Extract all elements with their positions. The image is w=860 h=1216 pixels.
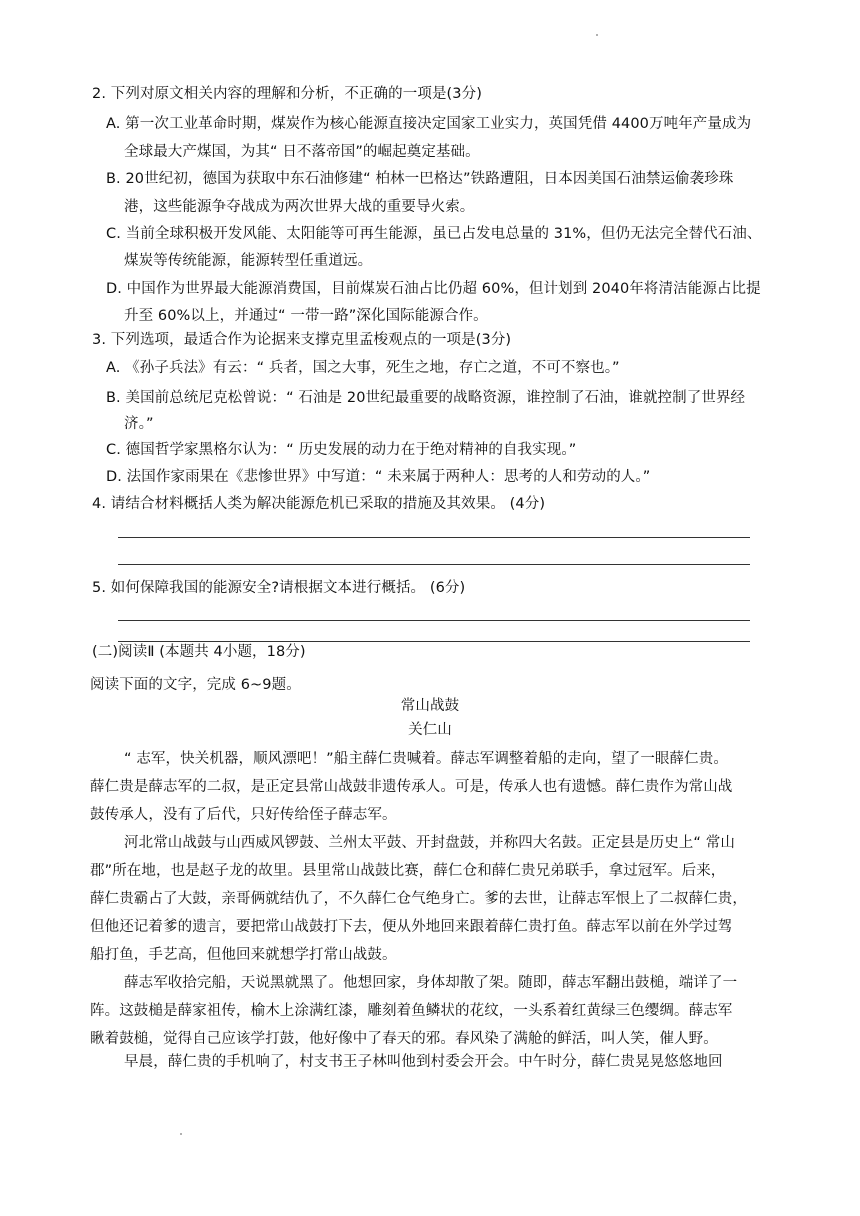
question-3-stem: 3. 下列选项，最适合作为论据来支撑克里孟梭观点的一项是(3分): [92, 332, 512, 348]
question-3-option-c: C. 德国哲学家黑格尔认为：“ 历史发展的动力在于绝对精神的自我实现。”: [106, 442, 577, 458]
paragraph-2-line: 船打鱼，手艺高，但他回来就想学打常山战鼓。: [90, 947, 397, 963]
paragraph-2-line: 但他还记着爹的遗言，要把常山战鼓打下去，便从外地回来跟着薛仁贵打鱼。薛志军以前在外学过驾: [90, 919, 733, 935]
section-heading: (二)阅读Ⅱ (本题共 4小题，18分): [92, 644, 306, 660]
question-2-option-c-cont: 煤炭等传统能源，能源转型任重道远。: [124, 253, 373, 269]
paragraph-1-line: 薛仁贵是薛志军的二叔，是正定县常山战鼓非遗传承人。可是，传承人也有遗憾。薛仁贵作为常山战: [90, 779, 733, 795]
question-2-option-a-cont: 全球最大产煤国，为其“ 日不落帝国”的崛起奠定基础。: [124, 144, 480, 160]
story-author: 关仁山: [408, 722, 452, 738]
paragraph-3-line: 薛志军收拾完船，天说黑就黑了。他想回家，身体却散了架。随即，薛志军翻出鼓槌，端详了一: [124, 975, 738, 991]
answer-line[interactable]: [118, 564, 750, 565]
answer-line[interactable]: [118, 537, 750, 538]
scan-speck: [180, 1133, 182, 1135]
paragraph-2-line: 郡”所在地，也是赵子龙的故里。县里常山战鼓比赛，薛仁仓和薛仁贵兄弟联手，拿过冠军。后来，: [90, 863, 726, 879]
paragraph-1-line: “ 志军，快关机器，顺风漂吧！”船主薛仁贵喊着。薛志军调整着船的走向，望了一眼薛仁贵。: [124, 751, 728, 767]
question-2-stem: 2. 下列对原文相关内容的理解和分析，不正确的一项是(3分): [92, 86, 482, 102]
question-4-stem: 4. 请结合材料概括人类为解决能源危机已采取的措施及其效果。 (4分): [92, 496, 546, 512]
answer-line[interactable]: [118, 620, 750, 621]
question-3-option-b-cont: 济。”: [124, 416, 154, 432]
question-3-option-b: B. 美国前总统尼克松曾说：“ 石油是 20世纪最重要的战略资源，谁控制了石油，谁就控制了世界经: [106, 390, 746, 406]
question-2-option-b: B. 20世纪初，德国为获取中东石油修建“ 柏林一巴格达”铁路遭阻，日本因美国石油禁运偷袭珍珠: [106, 171, 734, 187]
question-2-option-c: C. 当前全球积极开发风能、太阳能等可再生能源，虽已占发电总量的 31%，但仍无法完全替代石油、: [106, 226, 762, 242]
paragraph-3-line: 阵。这鼓槌是薛家祖传，榆木上涂满红漆，雕刻着鱼鳞状的花纹，一头系着红黄绿三色缨绸。薛志军: [90, 1003, 733, 1019]
question-2-option-b-cont: 港，这些能源争夺战成为两次世界大战的重要导火索。: [124, 199, 475, 215]
question-2-option-a: A. 第一次工业革命时期，煤炭作为核心能源直接决定国家工业实力，英国凭借 4400万吨年产量成为: [106, 116, 752, 132]
paragraph-2-line: 河北常山战鼓与山西威风锣鼓、兰州太平鼓、开封盘鼓，并称四大名鼓。正定县是历史上“ 常山: [124, 835, 735, 851]
question-2-option-d: D. 中国作为世界最大能源消费国，目前煤炭石油占比仍超 60%，但计划到 2040年将清洁能源占比提: [106, 281, 761, 297]
paragraph-3-line: 瞅着鼓槌，觉得自己应该学打鼓，他好像中了春天的邪。春风染了满舱的鲜活，叫人笑，催人野。: [90, 1031, 718, 1047]
section-instruction: 阅读下面的文字，完成 6~9题。: [90, 677, 301, 693]
story-title: 常山战鼓: [400, 698, 460, 714]
question-3-option-a: A. 《孙子兵法》有云：“ 兵者，国之大事，死生之地，存亡之道，不可不察也。”: [106, 360, 620, 376]
paragraph-4-line: 早晨，薛仁贵的手机响了，村支书王子林叫他到村委会开会。中午时分，薛仁贵晃晃悠悠地回: [124, 1054, 723, 1070]
paragraph-2-line: 薛仁贵霸占了大鼓，亲哥俩就结仇了，不久薛仁仓气绝身亡。爹的去世，让薛志军恨上了二叔薛仁贵，: [90, 891, 747, 907]
paragraph-1-line: 鼓传承人，没有了后代，只好传给侄子薛志军。: [90, 807, 397, 823]
question-3-option-d: D. 法国作家雨果在《悲惨世界》中写道：“ 未来属于两种人：思考的人和劳动的人。”: [106, 469, 651, 485]
scan-speck: [596, 34, 598, 36]
question-5-stem: 5. 如何保障我国的能源安全?请根据文本进行概括。 (6分): [92, 580, 466, 596]
question-2-option-d-cont: 升至 60%以上，并通过“ 一带一路”深化国际能源合作。: [124, 308, 488, 324]
